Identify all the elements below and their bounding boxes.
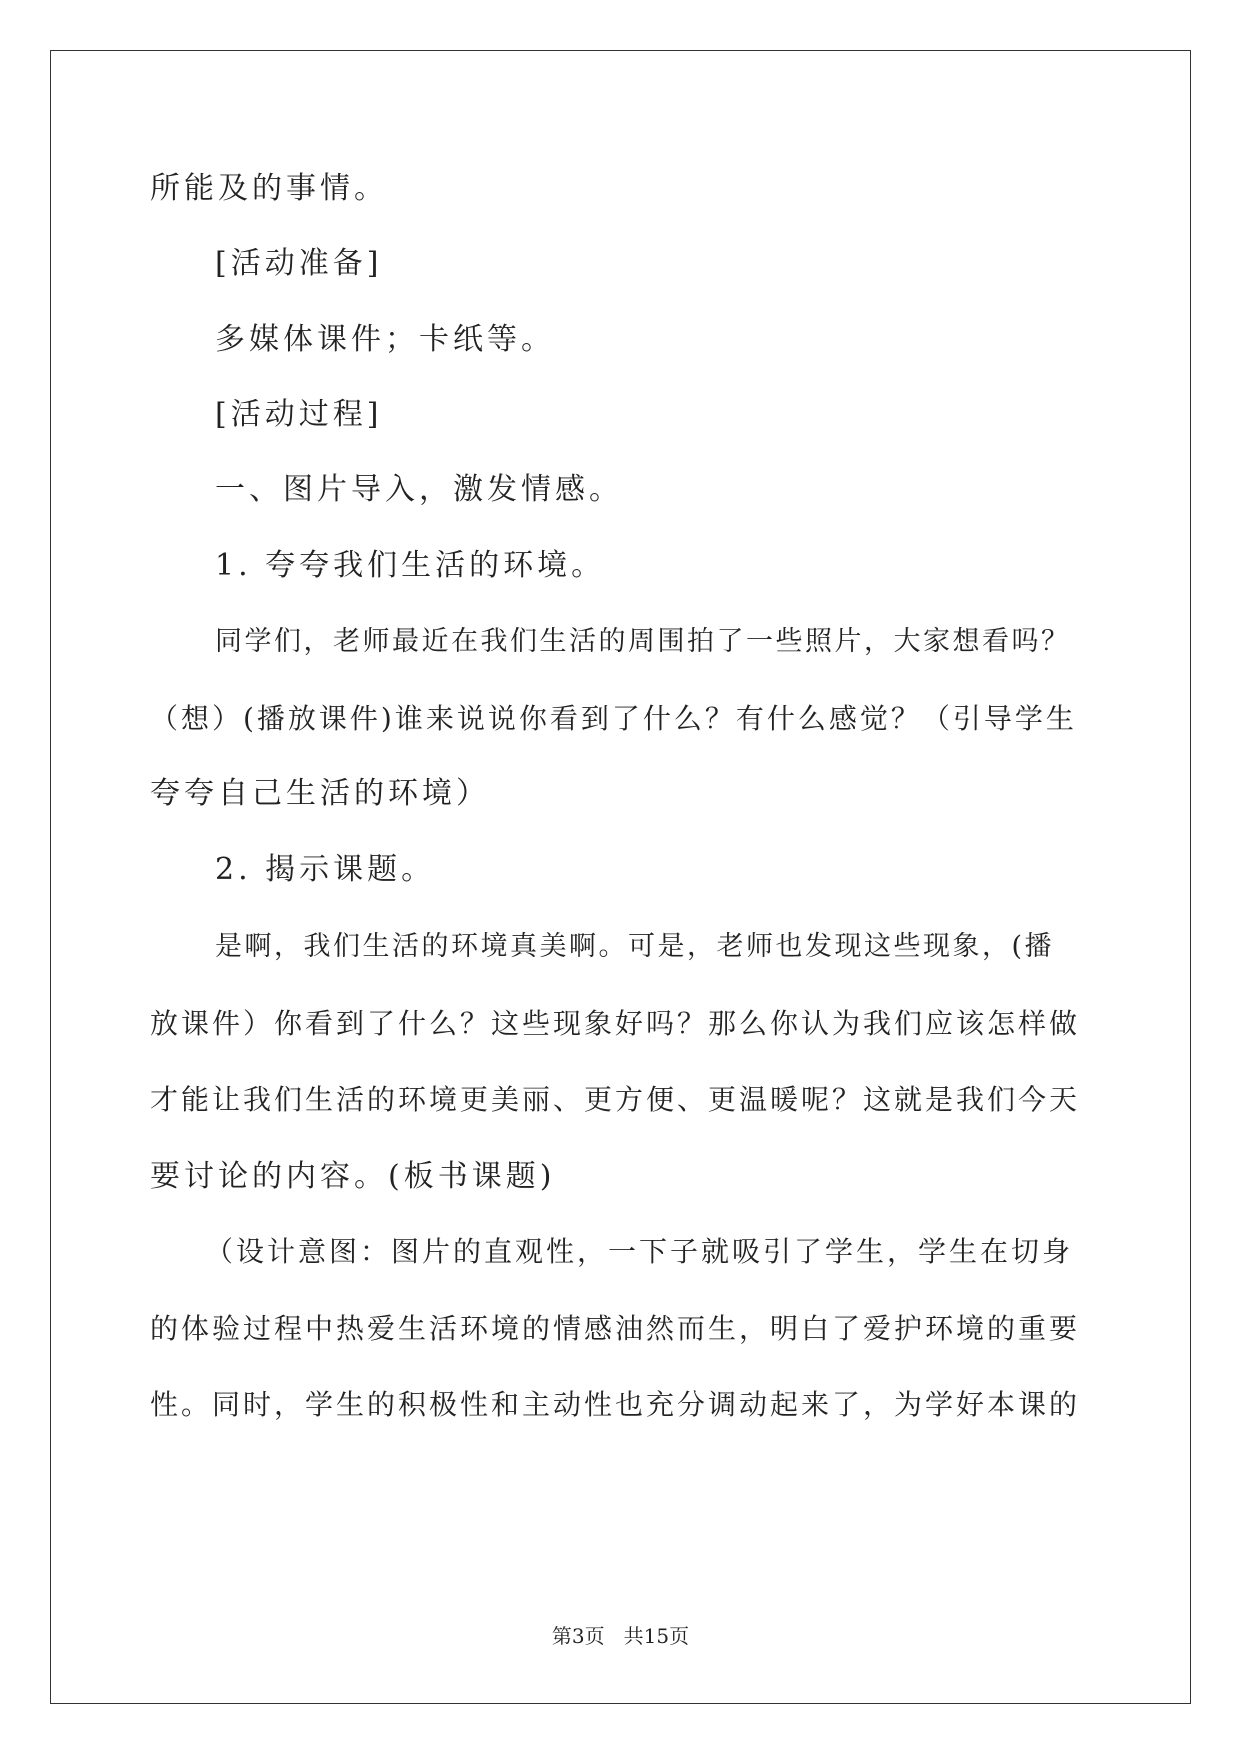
- section-heading-preparation: [活动准备]: [215, 246, 383, 281]
- subheading-1: 一、图片导入，激发情感。: [215, 472, 623, 507]
- page-number-footer: 第3页 共15页: [551, 1624, 690, 1648]
- text-line-11: 是啊，我们生活的环境真美啊。可是，老师也发现这些现象，(播: [215, 931, 1055, 962]
- section-heading-process: [活动过程]: [215, 397, 383, 432]
- text-line-14: 要讨论的内容。(板书课题): [150, 1159, 556, 1194]
- text-line-8: （想）(播放课件)谁来说说你看到了什么？有什么感觉？（引导学生: [150, 702, 1077, 735]
- text-line-9: 夸夸自己生活的环境）: [150, 776, 490, 811]
- text-line-3: 多媒体课件；卡纸等。: [215, 322, 555, 357]
- text-line-1: 所能及的事情。: [150, 171, 388, 206]
- list-item-1: 1. 夸夸我们生活的环境。: [215, 548, 606, 583]
- text-line-17: 性。同时，学生的积极性和主动性也充分调动起来了，为学好本课的: [150, 1388, 1081, 1421]
- text-line-13: 才能让我们生活的环境更美丽、更方便、更温暖呢？这就是我们今天: [150, 1083, 1081, 1116]
- text-line-7: 同学们，老师最近在我们生活的周围拍了一些照片，大家想看吗？: [215, 626, 1071, 657]
- text-line-12: 放课件）你看到了什么？这些现象好吗？那么你认为我们应该怎样做: [150, 1007, 1081, 1040]
- list-item-2: 2. 揭示课题。: [215, 852, 436, 887]
- text-line-15: （设计意图：图片的直观性，一下子就吸引了学生，学生在切身: [205, 1235, 1074, 1268]
- text-line-16: 的体验过程中热爱生活环境的情感油然而生，明白了爱护环境的重要: [150, 1312, 1081, 1345]
